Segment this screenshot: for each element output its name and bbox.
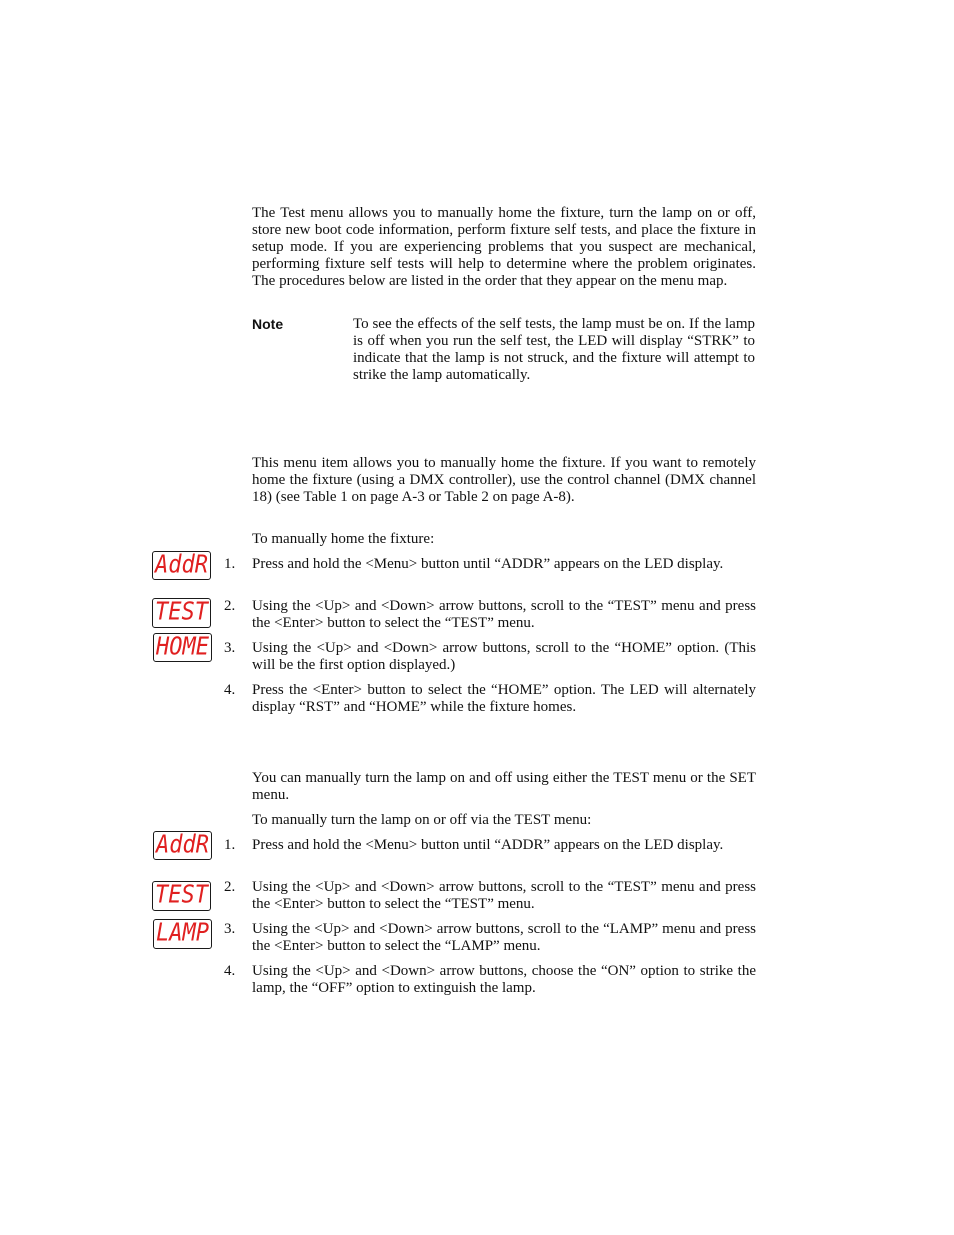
home-intro-paragraph: This menu item allows you to manually home the fixture. If you want to remotely home the fixture (using a DMX controller), use the control channel (DMX channel 18) (see Table 1 on page A-3 or Table 2 on page A-8). [252, 455, 756, 505]
step-text: Press and hold the <Menu> button until “ADDR” appears on the LED display. [252, 837, 724, 853]
led-display-text: TEST [155, 881, 208, 910]
led-display-addr [152, 551, 211, 580]
led-display-text: AddR [156, 830, 209, 859]
intro-paragraph: The Test menu allows you to manually home the fixture, turn the lamp on or off, store new boot code information, perform fixture self tests, and place the fixture in setup mode. If you are experiencing problems that you suspect are mechanical, performing fixture self tests will help to determine where the problem originates. The procedures below are listed in the order that they appear on the menu map. [252, 205, 756, 289]
step-text: Press and hold the <Menu> button until “ADDR” appears on the LED display. [252, 556, 724, 572]
lamp-intro-block [252, 770, 756, 804]
step-text: Press the <Enter> button to select the “HOME” option. The LED will alternately display “RST” and “HOME” while the fixture homes. [252, 682, 756, 715]
step-number: 3. [224, 640, 236, 656]
lamp-intro-paragraph: You can manually turn the lamp on and off using either the TEST menu or the SET menu. [252, 770, 756, 803]
led-display-addr [153, 831, 212, 860]
led-display-test [152, 598, 211, 628]
led-display-text: AddR [155, 550, 208, 579]
led-display-home [153, 633, 212, 662]
intro-section [252, 205, 756, 290]
home-intro-block [252, 455, 756, 506]
step-text: Using the <Up> and <Down> arrow buttons, scroll to the “HOME” option. (This will be the first option displayed.) [252, 640, 756, 673]
led-display-text: TEST [155, 598, 208, 627]
step-number: 1. [224, 837, 236, 853]
lamp-lead-text: To manually turn the lamp on or off via the TEST menu: [252, 812, 592, 828]
note-label: Note [252, 316, 284, 332]
led-display-test [152, 881, 211, 911]
step-text: Using the <Up> and <Down> arrow buttons, scroll to the “TEST” menu and press the <Enter> button to select the “TEST” menu. [252, 879, 756, 912]
step-number: 2. [224, 879, 236, 895]
step-number: 2. [224, 598, 236, 614]
led-display-text: LAMP [156, 919, 209, 948]
home-lead-text: To manually home the fixture: [252, 531, 435, 547]
home-lead-block [252, 531, 756, 548]
step-number: 1. [224, 556, 236, 572]
step-text: Using the <Up> and <Down> arrow buttons, scroll to the “LAMP” menu and press the <Enter> button to select the “LAMP” menu. [252, 921, 756, 954]
led-display-text: HOME [156, 632, 209, 661]
step-number: 4. [224, 963, 236, 979]
step-number: 3. [224, 921, 236, 937]
note-text: To see the effects of the self tests, the lamp must be on. If the lamp is off when you run the self test, the LED will display “STRK” to indicate that the lamp is not struck, and the fixture will attempt to strike the lamp automatically. [353, 316, 755, 383]
lamp-lead-block [252, 812, 756, 829]
step-text: Using the <Up> and <Down> arrow buttons, scroll to the “TEST” menu and press the <Enter> button to select the “TEST” menu. [252, 598, 756, 631]
led-display-lamp [153, 919, 212, 949]
step-text: Using the <Up> and <Down> arrow buttons, choose the “ON” option to strike the lamp, the “OFF” option to extinguish the lamp. [252, 963, 756, 996]
step-number: 4. [224, 682, 236, 698]
